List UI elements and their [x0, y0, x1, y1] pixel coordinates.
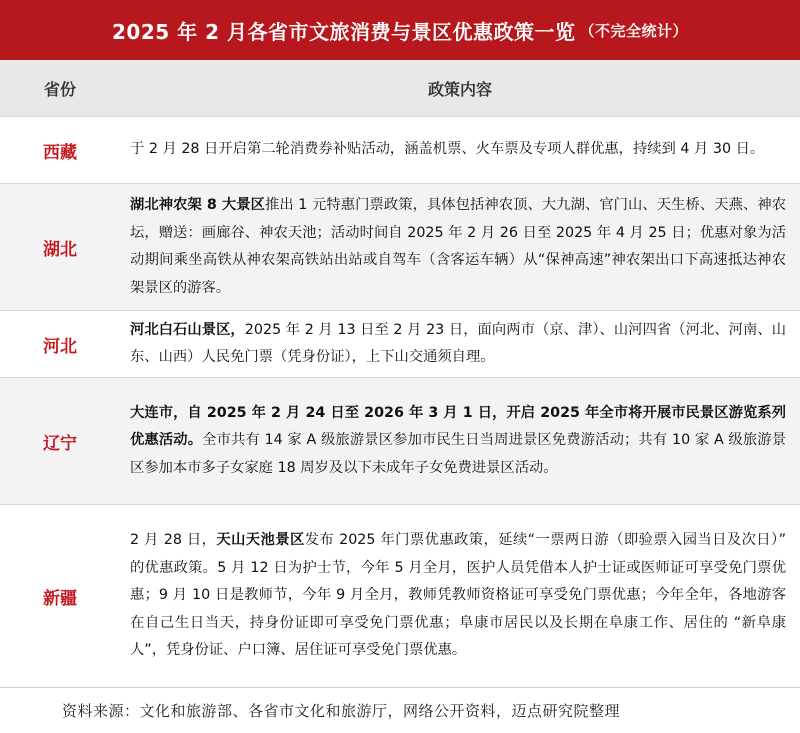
policy-text: 发布 2025 年门票优惠政策，延续“一票两日游（即验票入园当日及次日）” 的优惠政策。5 月 12 日为护士节，今年 5 月全月，医护人员凭借本人护士证或医师证可享受免门票优惠；9 月 10 日是教师节，今年 9 月全月，教师凭教师资格证可享受免门票优惠；今年全年，各地游客在自己生日当天，持身份证即可享受免门票优惠；阜康市居民以及长期在阜康工作、居住的 “新阜康人”，凭身份证、户口簿、居住证可享受免门票优惠。 — [130, 532, 786, 659]
title-main: 2025 年 2 月各省市文旅消费与景区优惠政策一览 — [112, 19, 576, 44]
policy-table — [0, 60, 800, 687]
policy-cell — [120, 117, 800, 184]
title-note: （不完全统计） — [579, 21, 688, 40]
table-row — [0, 505, 800, 688]
policy-cell — [120, 505, 800, 688]
policy-cell — [120, 184, 800, 311]
page-title — [0, 0, 800, 60]
table-row — [0, 117, 800, 184]
policy-cell — [120, 311, 800, 378]
policy-text: 2025 年 2 月 13 日至 2 月 23 日，面向两市（京、津）、山河四省（河北、河南、山东、山西）人民免门票（凭身份证），上下山交通须自理。 — [130, 321, 787, 365]
table-header-row — [0, 60, 800, 117]
policy-bold-lead: 大连市，自 2025 年 2 月 24 日至 2026 年 3 月 1 日，开启 2025 年全市将开展市民景区游览系列优惠活动。 — [130, 404, 786, 449]
table-row — [0, 184, 800, 311]
source-note: 资料来源：文化和旅游部、各省市文化和旅游厅，网络公开资料，迈点研究院整理 — [0, 687, 800, 733]
policy-bold-lead: 湖北神农架 8 大景区 — [130, 197, 265, 213]
policy-text: 于 2 月 28 日开启第二轮消费券补贴活动，涵盖机票、火车票及专项人群优惠，持续到 4 月 30 日。 — [130, 141, 765, 158]
table-row — [0, 378, 800, 505]
policy-bold-lead: 河北白石山景区， — [130, 321, 245, 338]
policy-prefix: 2 月 28 日， — [130, 532, 217, 549]
table-row — [0, 311, 800, 378]
province-cell: 河北 — [0, 311, 120, 378]
province-cell: 湖北 — [0, 184, 120, 311]
header-province: 省份 — [0, 60, 120, 117]
province-cell: 新疆 — [0, 505, 120, 688]
policy-text: 全市共有 14 家 A 级旅游景区参加市民生日当周进景区免费游活动；共有 10 家 A 级旅游景区参加本市多子女家庭 18 周岁及以下未成年子女免费进景区活动。 — [130, 432, 786, 476]
policy-cell — [120, 378, 800, 505]
policy-bold-lead: 天山天池景区 — [216, 532, 305, 549]
policy-text: 推出 1 元特惠门票政策，具体包括神农顶、大九湖、官门山、天生桥、天燕、神农坛，赠送：画廊谷、神农天池；活动时间自 2025 年 2 月 26 日至 2025 年 4 月 25 日；优惠对象为活动期间乘坐高铁从神农架高铁站出站或自驾车（含客运车辆）从“保神高速”神农架出口下高速抵达神农架景区的游客。 — [130, 197, 786, 296]
province-cell: 辽宁 — [0, 378, 120, 505]
header-content: 政策内容 — [120, 60, 800, 117]
province-cell: 西藏 — [0, 117, 120, 184]
